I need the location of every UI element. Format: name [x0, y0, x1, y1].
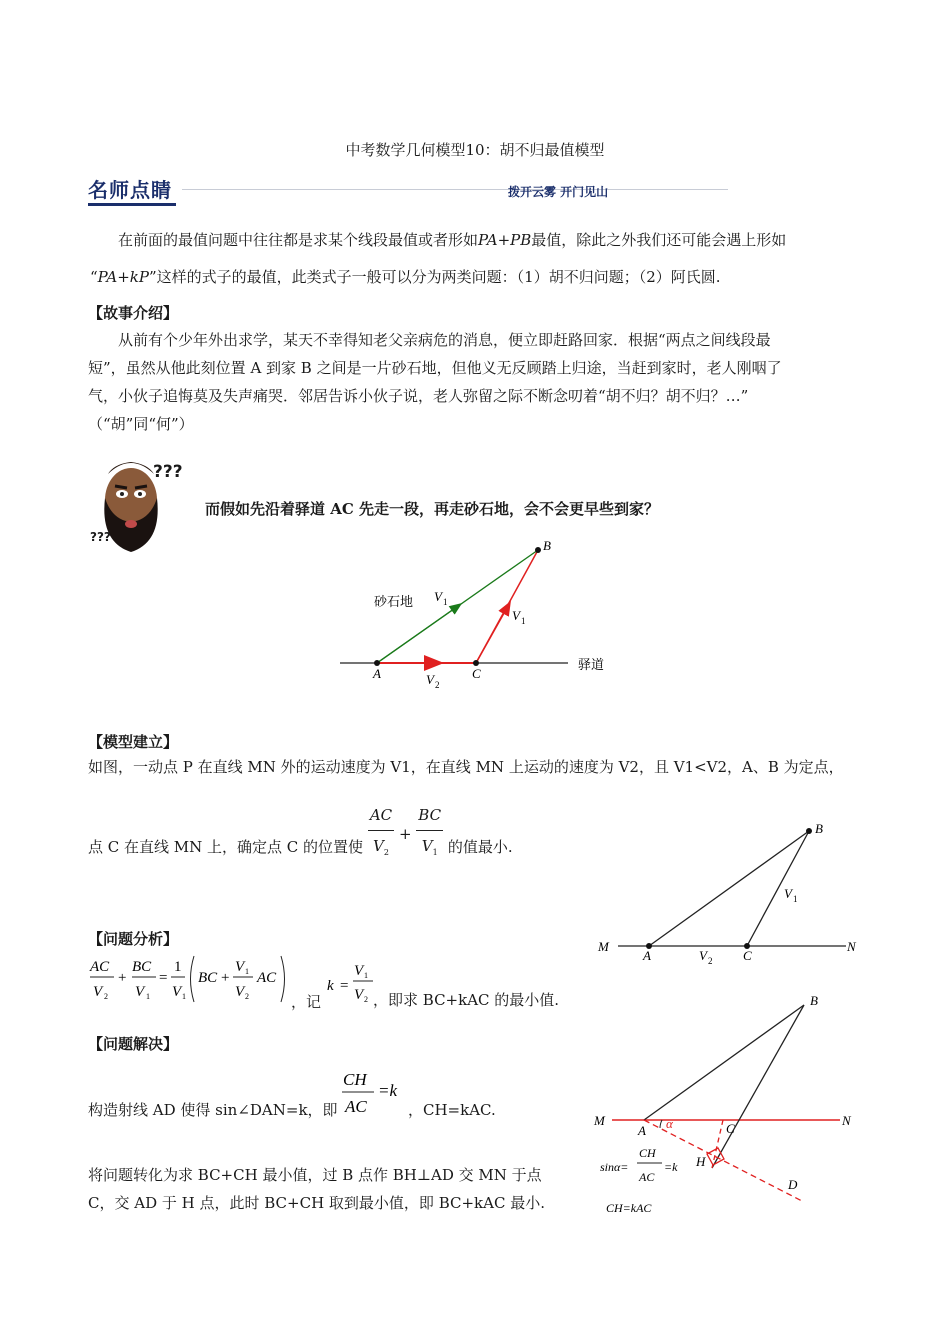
banner-title: 名师点睛 [88, 178, 172, 202]
analysis-heading: 【问题分析】 [88, 930, 179, 948]
label-v1-green-sub: 1 [443, 597, 448, 607]
analysis-note: ，记 [291, 993, 322, 1011]
svg-text:V: V [354, 987, 364, 1003]
svg-text:2: 2 [364, 995, 368, 1004]
intro-line-1: 在前面的最值问题中往往都是求某个线段最值或者形如PA+PB最值，除此之外我们还可能会遇上形如 [118, 231, 787, 249]
label-v1-green: V [434, 589, 442, 604]
banner-underline [88, 203, 176, 206]
svg-text:AC: AC [257, 970, 277, 986]
page-title: 中考数学几何模型10：胡不归最值模型 [345, 141, 605, 159]
solution-fraction [340, 1066, 410, 1120]
svg-text:k: k [327, 978, 334, 994]
svg-text:B: B [815, 821, 823, 836]
svg-text:AC: AC [639, 1170, 655, 1184]
svg-text:+: + [118, 970, 127, 986]
svg-text:=k: =k [664, 1160, 678, 1174]
point-b [535, 547, 541, 553]
label-v1-red-sub: 1 [521, 616, 526, 626]
svg-text:V: V [784, 886, 792, 901]
svg-text:V: V [172, 984, 182, 1000]
svg-text:CH: CH [343, 1070, 367, 1089]
banner-slogan: 拨开云雾 开门见山 [508, 185, 609, 199]
fraction-ac-v2: $\frac{AC}{V_2}$ [368, 800, 394, 868]
svg-text:V: V [93, 984, 103, 1000]
solution-heading: 【问题解决】 [88, 1035, 179, 1053]
solution-line-1-tail: ，CH=kAC. [408, 1101, 496, 1119]
label-v2: V [426, 672, 434, 687]
label-v1-red: V [512, 608, 520, 623]
svg-text:CH=kAC: CH=kAC [606, 1201, 652, 1215]
story-line-4: （“胡”同“何”） [88, 415, 194, 433]
figure-model [590, 815, 870, 975]
question-marks-top: ??? [153, 462, 183, 482]
svg-text:BC: BC [132, 959, 152, 975]
label-gravel: 砂石地 [374, 594, 414, 609]
svg-text:1: 1 [245, 967, 249, 976]
svg-text:V: V [699, 948, 707, 963]
svg-text:AC: AC [345, 1097, 367, 1116]
svg-text:1: 1 [364, 971, 368, 980]
svg-text:CH: CH [639, 1146, 656, 1160]
svg-text:+: + [221, 970, 230, 986]
svg-text:D: D [788, 1177, 798, 1192]
gravel-path-arrow [377, 606, 458, 663]
label-c: C [472, 666, 481, 681]
svg-text:BC: BC [198, 970, 218, 986]
svg-text:A: A [643, 948, 651, 963]
svg-text:1: 1 [793, 894, 798, 904]
label-b: B [543, 538, 551, 553]
svg-text:sinα=: sinα= [600, 1160, 629, 1174]
svg-text:V: V [135, 984, 145, 1000]
solution-line-3: C，交 AD 于 H 点，此时 BC+CH 取到最小值，即 BC+kAC 最小. [88, 1194, 545, 1212]
story-speech: 而假如先沿着驿道 AC 先走一段，再走砂石地，会不会更早些到家？ [205, 500, 660, 518]
k-formula [325, 958, 375, 1006]
svg-text:H: H [696, 1154, 706, 1169]
model-line-1: 如图，一动点 P 在直线 MN 外的运动速度为 V1，在直线 MN 上运动的速度为 V2，且 V1<V2，A、B 为定点， [88, 758, 844, 776]
question-marks-left: ??? [90, 530, 111, 544]
svg-text:M: M [598, 939, 609, 954]
svg-text:V: V [235, 984, 245, 1000]
story-line-3: 气，小伙子追悔莫及失声痛哭．邻居告诉小伙子说，老人弥留之际不断念叨着“胡不归？胡不归？…” [88, 387, 749, 405]
intro-line-2: “PA+kP”这样的式子的最值，此类式子一般可以分为两类问题：（1）胡不归问题；（2）阿氏圆. [90, 268, 721, 286]
svg-text:1: 1 [174, 959, 182, 975]
story-heading: 【故事介绍】 [88, 304, 179, 322]
story-line-2: 短”，虽然从他此刻位置 A 到家 B 之间是一片砂石地，但他义无反顾踏上归途，当赶到家时，老人刚咽了 [88, 359, 782, 377]
svg-text:A: A [638, 1123, 646, 1138]
svg-text:α: α [666, 1116, 673, 1131]
label-road: 驿道 [578, 657, 605, 672]
analysis-formula [88, 952, 288, 1006]
segment-cb-arrow [476, 606, 508, 663]
label-v2-sub: 2 [435, 680, 440, 690]
analysis-tail: ，即求 BC+kAC 的最小值. [373, 991, 560, 1009]
label-a: A [373, 666, 381, 681]
svg-text:1: 1 [146, 992, 150, 1001]
svg-text:AC: AC [90, 959, 110, 975]
figure-road-gravel [330, 530, 630, 695]
svg-text:C: C [743, 948, 752, 963]
figure-solution [590, 985, 870, 1225]
svg-text:V: V [354, 963, 364, 979]
svg-text:2: 2 [245, 992, 249, 1001]
svg-text:V: V [235, 959, 245, 975]
svg-text:C: C [726, 1121, 735, 1136]
svg-text:=: = [159, 970, 168, 986]
solution-line-2: 将问题转化为求 BC+CH 最小值，过 B 点作 BH⊥AD 交 MN 于点 [88, 1166, 542, 1184]
story-line-1: 从前有个少年外出求学，某天不幸得知老父亲病危的消息，便立即赶路回家．根据“两点之间线段最 [118, 331, 771, 349]
model-heading: 【模型建立】 [88, 733, 179, 751]
banner-divider [182, 189, 728, 190]
svg-text:N: N [842, 1113, 851, 1128]
solution-line-1: 构造射线 AD 使得 sin∠DAN=k，即 [88, 1101, 338, 1119]
fraction-bc-v1: $\frac{BC}{V_1}$ [416, 800, 443, 868]
svg-text:2: 2 [708, 956, 713, 966]
model-line-2: 点 C 在直线 MN 上，确定点 C 的位置使 $\frac{AC}{V_2}$ + $\frac{BC}{V_1}$ 的值最小. [88, 800, 588, 868]
svg-text:1: 1 [182, 992, 186, 1001]
svg-text:2: 2 [104, 992, 108, 1001]
svg-text:=k: =k [378, 1081, 398, 1100]
svg-text:=: = [340, 978, 349, 994]
svg-text:M: M [594, 1113, 605, 1128]
svg-text:B: B [810, 993, 818, 1008]
svg-text:N: N [847, 939, 856, 954]
